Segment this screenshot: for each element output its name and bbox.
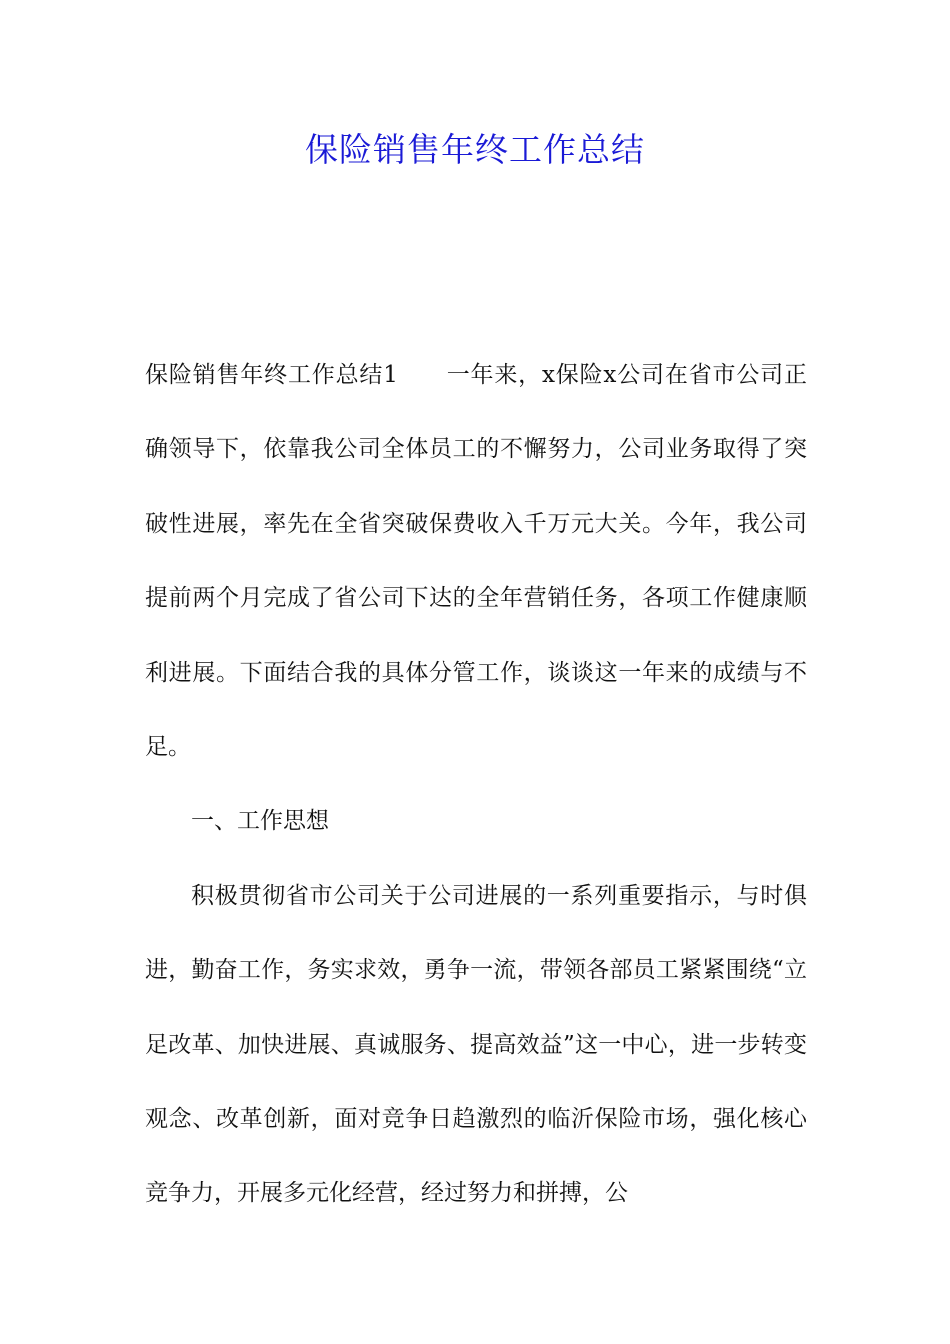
document-title: 保险销售年终工作总结 [305,130,645,169]
section-heading: 一、工作思想 [191,808,329,835]
intro-heading: 保险销售年终工作总结1 [145,362,398,388]
intro-paragraph [145,338,807,784]
document-body [145,338,807,1231]
section-paragraph: 积极贯彻省市公司关于公司进展的一系列重要指示，与时俱进，勤奋工作，务实求效，勇争一流，带领各部员工紧紧围绕“立足改革、加快进展、真诚服务、提高效益”这一中心，进一步转变观念、改革创新，面对竞争日趋激烈的临沂保险市场，强化核心竞争力，开展多元化经营，经过努力和拼搏，公 [145,882,807,1207]
intro-text: 一年来，x保险x公司在省市公司正确领导下，依靠我公司全体员工的不懈努力，公司业务取得了突破性进展，率先在全省突破保费收入千万元大关。今年，我公司提前两个月完成了省公司下达的全年营销任务，各项工作健康顺利进展。下面结合我的具体分管工作，谈谈这一年来的成绩与不足。 [145,362,807,761]
